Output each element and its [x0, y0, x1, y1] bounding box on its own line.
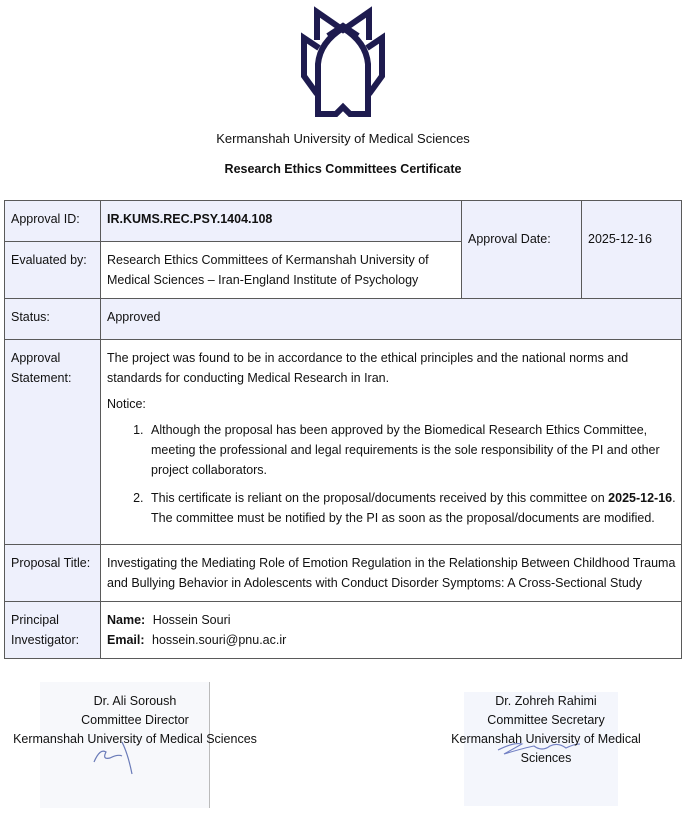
director-role: Committee Director [81, 713, 189, 727]
evaluated-by-value: Research Ethics Committees of Kermanshah University of Medical Sciences – Iran-England Institute of Psychology [101, 242, 462, 299]
notice-item-1: 1. Although the proposal has been approved by the Biomedical Research Ethics Committee, meeting the professional and legal requirements is the sole responsibility of the PI and other project collaborators. [147, 420, 676, 480]
certificate-title: Research Ethics Committees Certificate [224, 162, 462, 176]
principal-investigator-label: Principal Investigator: [5, 602, 101, 659]
approval-statement-content [101, 340, 682, 545]
evaluated-by-label: Evaluated by: [5, 242, 101, 299]
pi-name-key: Name: [107, 613, 146, 627]
secretary-signature-block [426, 692, 666, 768]
pi-name: Hossein Souri [152, 613, 231, 627]
notice-item-2-text: This certificate is reliant on the proposal/documents received by this committee on [151, 491, 609, 505]
proposal-title-value: Investigating the Mediating Role of Emotion Regulation in the Relationship Between Childhood Trauma and Bullying Behavior in Adolescents with Conduct Disorder Symptoms: A Cross-Sectional Study [101, 545, 682, 602]
director-name: Dr. Ali Soroush [93, 694, 177, 708]
director-signature-block [0, 692, 270, 749]
proposal-title-label: Proposal Title: [5, 545, 101, 602]
principal-investigator-value [101, 602, 682, 659]
pi-email-line [107, 630, 676, 650]
notice-item-2-date: 2025-12-16 [608, 491, 673, 505]
approval-id-value: IR.KUMS.REC.PSY.1404.108 [101, 201, 462, 242]
notice-item-2 [147, 488, 676, 528]
approval-statement-text: The project was found to be in accordance to the ethical principles and the national norms and standards for conducting Medical Research in Iran. [107, 351, 629, 385]
notice-list [107, 420, 676, 528]
approval-date-value: 2025-12-16 [588, 231, 652, 246]
approval-date-label-cell [462, 201, 582, 299]
approval-id-label: Approval ID: [5, 201, 101, 242]
pi-email: hossein.souri@pnu.ac.ir [152, 633, 287, 647]
approval-date-value-cell [582, 201, 682, 299]
notice-item-2-text-after: . The committee must be notified by the PI as soon as the proposal/documents are modified. [151, 491, 676, 525]
secretary-role: Committee Secretary [487, 713, 605, 727]
certificate-table [4, 200, 682, 659]
secretary-name: Dr. Zohreh Rahimi [495, 694, 597, 708]
notice-label: Notice: [107, 397, 146, 411]
status-label: Status: [5, 299, 101, 340]
pi-email-key: Email: [107, 633, 145, 647]
approval-statement-label: Approval Statement: [5, 340, 101, 545]
secretary-org: Kermanshah University of Medical Sciences [451, 732, 641, 765]
status-value: Approved [101, 299, 682, 340]
pi-name-line [107, 610, 676, 630]
university-name: Kermanshah University of Medical Sciences [216, 131, 470, 146]
director-org: Kermanshah University of Medical Sciences [13, 732, 257, 746]
kums-logo-icon [298, 6, 388, 120]
approval-date-label: Approval Date: [468, 231, 551, 246]
